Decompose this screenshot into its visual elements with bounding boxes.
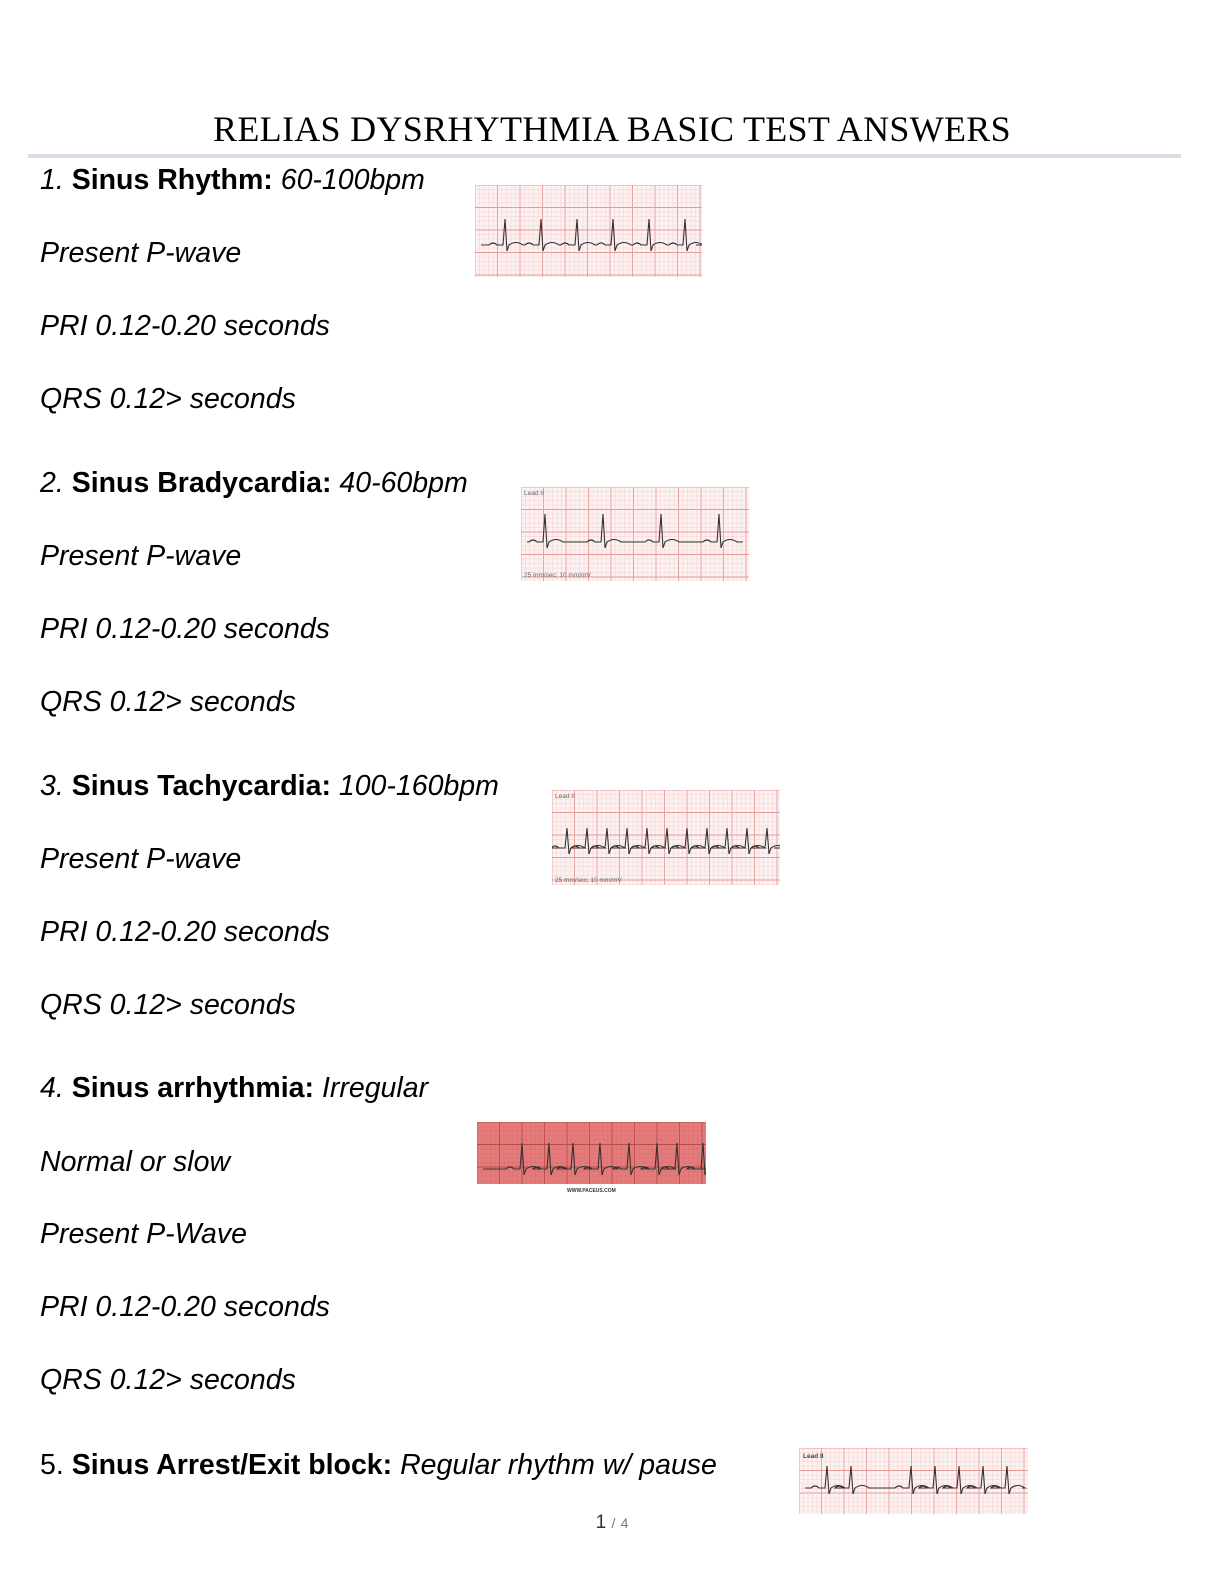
section-4-line-4: QRS 0.12> seconds xyxy=(40,1364,296,1396)
section-5-heading xyxy=(40,1448,717,1482)
section-2-line-3: QRS 0.12> seconds xyxy=(40,686,296,718)
strip-lead-label: Lead II xyxy=(555,793,575,800)
section-4-line-1: Normal or slow xyxy=(40,1146,231,1178)
section-name: Sinus arrhythmia: xyxy=(71,1072,315,1104)
section-4-heading xyxy=(40,1071,428,1105)
section-4-line-2: Present P-Wave xyxy=(40,1218,247,1250)
ecg-strip-sinus-tachycardia xyxy=(552,790,780,885)
ecg-strip-graphic xyxy=(552,790,780,885)
ecg-strip-graphic xyxy=(521,487,749,581)
ecg-strip-graphic xyxy=(475,185,702,277)
ecg-strip-sinus-rhythm xyxy=(475,185,702,277)
section-number: 1. xyxy=(40,164,64,196)
ecg-strip-sinus-bradycardia xyxy=(521,487,749,581)
section-3-line-2: PRI 0.12-0.20 seconds xyxy=(40,916,330,948)
ecg-strip-graphic xyxy=(799,1448,1028,1514)
section-2-line-1: Present P-wave xyxy=(40,540,242,572)
ecg-strip-sinus-arrhythmia xyxy=(477,1122,706,1194)
section-3-heading xyxy=(40,769,499,803)
ecg-strip-graphic xyxy=(477,1122,706,1194)
page-separator: / xyxy=(611,1515,616,1531)
strip-source-label: WWW.PACEUS.COM xyxy=(567,1188,616,1194)
title-rule xyxy=(28,154,1181,158)
section-detail: 60-100bpm xyxy=(280,164,425,196)
section-1-line-1: Present P-wave xyxy=(40,237,242,269)
ecg-strip-sinus-arrest xyxy=(799,1448,1028,1514)
section-name: Sinus Arrest/Exit block: xyxy=(71,1449,393,1481)
section-2-line-2: PRI 0.12-0.20 seconds xyxy=(40,613,330,645)
section-4-line-3: PRI 0.12-0.20 seconds xyxy=(40,1291,330,1323)
section-detail: Irregular xyxy=(321,1072,429,1104)
section-2-heading xyxy=(40,466,468,500)
page-number: 1 xyxy=(595,1512,607,1533)
section-name: Sinus Rhythm: xyxy=(71,164,273,196)
strip-lead-label: Lead II xyxy=(524,490,544,497)
document-title: RELIAS DYSRHYTHMIA BASIC TEST ANSWERS xyxy=(213,109,1011,149)
page-footer xyxy=(0,1512,1224,1534)
section-1-line-2: PRI 0.12-0.20 seconds xyxy=(40,310,330,342)
section-1-heading xyxy=(40,163,425,197)
section-number: 4. xyxy=(40,1072,64,1104)
section-number: 5. xyxy=(40,1449,64,1481)
section-detail: Regular rhythm w/ pause xyxy=(400,1449,717,1481)
section-detail: 40-60bpm xyxy=(339,467,468,499)
section-number: 2. xyxy=(40,467,64,499)
section-detail: 100-160bpm xyxy=(338,770,499,802)
page-total: 4 xyxy=(620,1515,629,1531)
section-number: 3. xyxy=(40,770,64,802)
section-3-line-1: Present P-wave xyxy=(40,843,242,875)
section-name: Sinus Bradycardia: xyxy=(71,467,332,499)
strip-lead-label: Lead II xyxy=(803,1453,824,1460)
strip-scale-label: 25 mm/sec; 10 mm/mV xyxy=(524,572,591,579)
section-1-line-3: QRS 0.12> seconds xyxy=(40,383,296,415)
strip-scale-label: 25 mm/sec; 10 mm/mV xyxy=(555,877,622,884)
section-3-line-3: QRS 0.12> seconds xyxy=(40,989,296,1021)
section-name: Sinus Tachycardia: xyxy=(71,770,331,802)
